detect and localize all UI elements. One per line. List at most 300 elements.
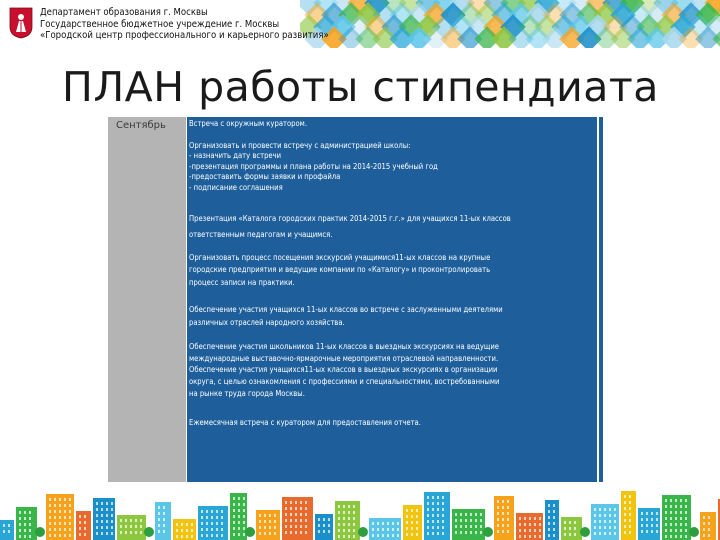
building-window <box>599 526 601 529</box>
building-window <box>604 508 606 511</box>
building-window <box>49 528 51 531</box>
building-window <box>269 520 271 523</box>
building-window <box>656 518 658 521</box>
building-window <box>84 521 86 524</box>
building-window <box>594 532 596 535</box>
building-window <box>216 522 218 525</box>
building-window <box>574 527 576 530</box>
building-window <box>427 526 429 529</box>
building-window <box>233 515 235 518</box>
building-window <box>259 532 261 535</box>
building-window <box>465 519 467 522</box>
building-window <box>432 508 434 511</box>
building-window <box>416 527 418 530</box>
building-window <box>120 531 122 534</box>
building-window <box>96 526 98 529</box>
building-window <box>259 520 261 523</box>
building-window <box>130 531 132 534</box>
building-window <box>130 525 132 528</box>
building-window <box>54 504 56 507</box>
building-window <box>163 512 165 515</box>
building-window <box>338 523 340 526</box>
building-window <box>343 511 345 514</box>
building-window <box>427 508 429 511</box>
building-window <box>614 520 616 523</box>
building-window <box>392 528 394 531</box>
building-window <box>64 510 66 513</box>
building-window <box>372 534 374 537</box>
building-window <box>274 514 276 517</box>
building-window <box>233 521 235 524</box>
building-window <box>416 533 418 536</box>
org-line-3: «Городской центр профессионального и карьерного развития» <box>40 30 329 41</box>
building-window <box>295 513 297 516</box>
building-window <box>84 515 86 518</box>
building-window <box>353 505 355 508</box>
plan-line: городские предприятия и ведущие компании по «Каталогу» и проконтролировать <box>189 265 491 274</box>
building-window <box>624 531 626 534</box>
building-window <box>101 520 103 523</box>
building-window <box>24 535 26 538</box>
building-window <box>96 502 98 505</box>
plan-line: Обеспечение участия школьников 11-ых классов в выездных экскурсиях на ведущие <box>189 342 499 351</box>
building-window <box>348 529 350 532</box>
building-window <box>206 522 208 525</box>
building-window <box>238 497 240 500</box>
building-window <box>680 529 682 532</box>
building-window <box>59 504 61 507</box>
building-window <box>437 508 439 511</box>
building-window <box>111 508 113 511</box>
building-window <box>614 532 616 535</box>
building-window <box>675 517 677 520</box>
tree <box>483 527 493 537</box>
month-label: Сентябрь <box>116 120 166 131</box>
tree <box>580 527 590 537</box>
plan-line: -презентация программы и плана работы на 2014-2015 учебный год <box>189 162 438 171</box>
building-window <box>599 508 601 511</box>
building-window <box>519 517 521 520</box>
building-window <box>338 505 340 508</box>
building-window <box>609 520 611 523</box>
building-window <box>201 522 203 525</box>
building-window <box>101 514 103 517</box>
building-window <box>411 521 413 524</box>
building-window <box>305 501 307 504</box>
building-window <box>629 525 631 528</box>
building-window <box>651 530 653 533</box>
building-window <box>221 534 223 537</box>
building-window <box>548 534 550 537</box>
building-window <box>24 517 26 520</box>
building-window <box>604 520 606 523</box>
building-window <box>49 510 51 513</box>
building-window <box>158 512 160 515</box>
building-window <box>427 520 429 523</box>
building-window <box>211 510 213 513</box>
building-window <box>216 516 218 519</box>
building-window <box>397 528 399 531</box>
building-window <box>343 535 345 538</box>
building-window <box>305 513 307 516</box>
building-window <box>442 526 444 529</box>
building-window <box>54 516 56 519</box>
header-decoration <box>300 0 720 48</box>
building-window <box>465 513 467 516</box>
building-window <box>670 523 672 526</box>
building-window <box>646 530 648 533</box>
building-window <box>569 521 571 524</box>
building-window <box>502 530 504 533</box>
building-window <box>609 532 611 535</box>
building-window <box>670 529 672 532</box>
building-window <box>548 516 550 519</box>
building-window <box>274 526 276 529</box>
building-window <box>594 514 596 517</box>
building-window <box>290 531 292 534</box>
building-window <box>529 535 531 538</box>
building-window <box>411 515 413 518</box>
building-window <box>519 523 521 526</box>
building-window <box>318 524 320 527</box>
building-window <box>680 505 682 508</box>
building-window <box>19 529 21 532</box>
building-window <box>69 504 71 507</box>
building-window <box>502 518 504 521</box>
plan-line: округа, с целью ознакомления с профессиями и специальностями, востребованными <box>189 377 500 386</box>
building-window <box>442 502 444 505</box>
plan-line: Обеспечение участия учащихся 11-ых классов во встрече с заслуженными деятелями <box>189 305 503 314</box>
building-window <box>574 533 576 536</box>
building-window <box>269 532 271 535</box>
building-window <box>708 522 710 525</box>
building-window <box>411 527 413 530</box>
building-window <box>534 529 536 532</box>
building-window <box>406 521 408 524</box>
building-window <box>599 532 601 535</box>
building-window <box>406 533 408 536</box>
building-window <box>539 535 541 538</box>
building-window <box>264 514 266 517</box>
building-window <box>524 529 526 532</box>
building-window <box>54 522 56 525</box>
building-window <box>437 514 439 517</box>
building-window <box>460 531 462 534</box>
building-window <box>382 522 384 525</box>
building-window <box>614 508 616 511</box>
building-window <box>629 495 631 498</box>
building-window <box>221 516 223 519</box>
plan-line: - назначить дату встречи <box>189 151 282 160</box>
building-window <box>604 526 606 529</box>
building-window <box>186 535 188 538</box>
building-window <box>353 517 355 520</box>
building-window <box>29 511 31 514</box>
building-window <box>69 534 71 537</box>
building-window <box>624 501 626 504</box>
building-window <box>101 508 103 511</box>
building-window <box>285 519 287 522</box>
building-window <box>64 498 66 501</box>
building-window <box>507 518 509 521</box>
tree <box>245 527 255 537</box>
building-window <box>629 519 631 522</box>
building-window <box>703 516 705 519</box>
building-window <box>553 528 555 531</box>
building-window <box>437 526 439 529</box>
building-window <box>111 520 113 523</box>
building-window <box>318 518 320 521</box>
building-window <box>305 519 307 522</box>
building-window <box>675 523 677 526</box>
building-window <box>243 521 245 524</box>
building-window <box>480 513 482 516</box>
building-window <box>64 522 66 525</box>
building-window <box>106 526 108 529</box>
building-window <box>300 501 302 504</box>
building-window <box>387 522 389 525</box>
building-window <box>233 527 235 530</box>
building-window <box>106 508 108 511</box>
building-window <box>163 518 165 521</box>
building-window <box>106 520 108 523</box>
building-window <box>201 510 203 513</box>
building-window <box>211 522 213 525</box>
building-window <box>646 524 648 527</box>
building-window <box>64 528 66 531</box>
building <box>545 500 559 540</box>
building-window <box>377 528 379 531</box>
tree <box>35 527 45 537</box>
building-window <box>665 529 667 532</box>
building-window <box>703 534 705 537</box>
building-window <box>670 511 672 514</box>
tree <box>144 527 154 537</box>
building-window <box>54 534 56 537</box>
building-window <box>238 527 240 530</box>
building-window <box>323 524 325 527</box>
building-window <box>614 526 616 529</box>
building-window <box>651 518 653 521</box>
building-window <box>29 535 31 538</box>
building-window <box>507 506 509 509</box>
building-window <box>233 533 235 536</box>
building-window <box>406 527 408 530</box>
building-window <box>79 521 81 524</box>
building-window <box>675 505 677 508</box>
building-window <box>285 513 287 516</box>
building-window <box>59 498 61 501</box>
building-window <box>529 529 531 532</box>
building-window <box>569 533 571 536</box>
org-line-2: Государственное бюджетное учреждение г. Москвы <box>40 18 280 30</box>
building-window <box>470 531 472 534</box>
building-window <box>507 524 509 527</box>
building-window <box>416 515 418 518</box>
building-window <box>64 516 66 519</box>
building-window <box>629 531 631 534</box>
building-window <box>534 517 536 520</box>
building-window <box>295 501 297 504</box>
building-window <box>548 504 550 507</box>
building-window <box>59 534 61 537</box>
plan-line: Организовать процесс посещения экскурсий учащимися11-ых классов на крупные <box>189 253 491 262</box>
building-window <box>442 508 444 511</box>
building-window <box>641 524 643 527</box>
building-window <box>646 518 648 521</box>
building-window <box>264 520 266 523</box>
building-window <box>176 523 178 526</box>
building-window <box>191 529 193 532</box>
building-window <box>290 519 292 522</box>
building-window <box>285 531 287 534</box>
building-window <box>300 531 302 534</box>
building-window <box>59 528 61 531</box>
building <box>0 520 14 540</box>
building-window <box>158 518 160 521</box>
month-cell <box>108 117 186 482</box>
building-window <box>29 517 31 520</box>
building-window <box>670 535 672 538</box>
building-window <box>470 519 472 522</box>
building-window <box>372 528 374 531</box>
building-window <box>455 519 457 522</box>
building-window <box>259 526 261 529</box>
building <box>621 491 636 540</box>
building-window <box>216 510 218 513</box>
plan-line: различных отраслей народного хозяйства. <box>189 318 345 327</box>
building-window <box>135 519 137 522</box>
building-window <box>411 533 413 536</box>
building-window <box>437 496 439 499</box>
building-window <box>305 507 307 510</box>
building-window <box>539 529 541 532</box>
tree <box>689 527 699 537</box>
building-window <box>680 511 682 514</box>
building-window <box>343 523 345 526</box>
building-window <box>665 523 667 526</box>
building-window <box>338 535 340 538</box>
building-window <box>553 510 555 513</box>
building-window <box>96 520 98 523</box>
building-window <box>191 535 193 538</box>
building-window <box>656 530 658 533</box>
building-window <box>269 514 271 517</box>
building-window <box>624 519 626 522</box>
building-window <box>646 512 648 515</box>
building-window <box>708 528 710 531</box>
building-window <box>295 507 297 510</box>
building-window <box>59 516 61 519</box>
building-window <box>206 510 208 513</box>
building-window <box>411 509 413 512</box>
building-window <box>29 529 31 532</box>
building-window <box>353 529 355 532</box>
building-window <box>599 514 601 517</box>
building-window <box>101 532 103 535</box>
plan-content-cell <box>187 117 597 482</box>
building-window <box>238 533 240 536</box>
building-window <box>675 511 677 514</box>
building-window <box>427 514 429 517</box>
building-window <box>685 511 687 514</box>
building-window <box>524 517 526 520</box>
building-window <box>475 513 477 516</box>
plan-line: на рынке труда города Москвы. <box>189 389 305 398</box>
building-window <box>59 522 61 525</box>
building-window <box>553 504 555 507</box>
building-window <box>524 523 526 526</box>
building-window <box>609 514 611 517</box>
building-window <box>604 514 606 517</box>
building-window <box>158 530 160 533</box>
building-window <box>475 531 477 534</box>
building-window <box>96 508 98 511</box>
tree <box>358 527 368 537</box>
building-window <box>135 525 137 528</box>
building-window <box>553 522 555 525</box>
building-window <box>269 526 271 529</box>
building-window <box>176 529 178 532</box>
building-window <box>181 535 183 538</box>
building-window <box>318 530 320 533</box>
building-window <box>497 524 499 527</box>
building-window <box>221 510 223 513</box>
building-window <box>442 514 444 517</box>
building-window <box>432 526 434 529</box>
building-window <box>111 532 113 535</box>
building-window <box>416 509 418 512</box>
building-window <box>130 519 132 522</box>
building-window <box>3 530 5 533</box>
building-window <box>427 502 429 505</box>
building-window <box>54 528 56 531</box>
building-window <box>243 503 245 506</box>
building-window <box>437 532 439 535</box>
moscow-coat-of-arms-icon <box>9 7 33 39</box>
building-window <box>685 529 687 532</box>
building-window <box>211 534 213 537</box>
building-window <box>216 528 218 531</box>
building-window <box>243 527 245 530</box>
building-window <box>502 524 504 527</box>
building-window <box>54 498 56 501</box>
plan-line: Презентация «Каталога городских практик 2014-2015 г.г.» для учащихся 11-ых классов <box>189 214 511 223</box>
building-window <box>295 519 297 522</box>
building-window <box>392 534 394 537</box>
building-window <box>624 513 626 516</box>
building-window <box>406 509 408 512</box>
building-window <box>703 522 705 525</box>
building-window <box>353 535 355 538</box>
building-window <box>69 528 71 531</box>
building-window <box>685 499 687 502</box>
building-window <box>609 526 611 529</box>
building-window <box>264 526 266 529</box>
building-window <box>665 499 667 502</box>
building-window <box>564 521 566 524</box>
building-window <box>328 530 330 533</box>
building-window <box>387 534 389 537</box>
building-window <box>502 512 504 515</box>
building-window <box>243 515 245 518</box>
building-window <box>79 527 81 530</box>
building-window <box>84 527 86 530</box>
building-window <box>382 528 384 531</box>
building-window <box>295 531 297 534</box>
building-window <box>564 533 566 536</box>
building-window <box>120 519 122 522</box>
